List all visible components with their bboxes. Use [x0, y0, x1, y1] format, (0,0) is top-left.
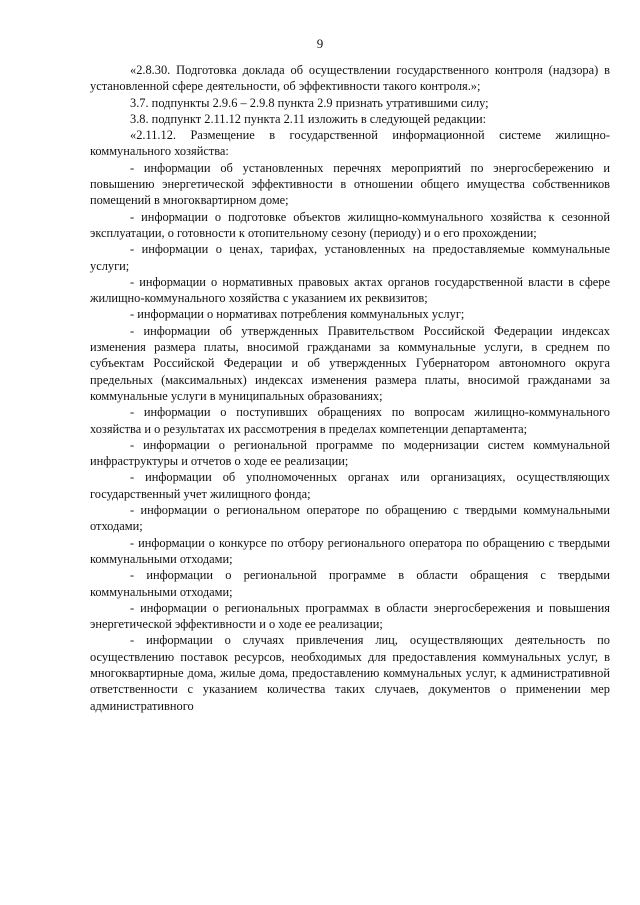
list-item: - информации об уполномоченных органах или организациях, осуществляющих государственный учет жилищного фонда; [90, 470, 610, 501]
list-item: - информации о ценах, тарифах, установленных на предоставляемые коммунальные услуги; [90, 242, 610, 273]
list-item: - информации о случаях привлечения лиц, осуществляющих деятельность по осуществлению поставок ресурсов, необходимых для предоставления коммунальных услуг, в многоквартирные дома, жилые дома, предоставлению коммунальных услуг, к административной ответственности с указанием количества таких случаев, документов о применении мер административного [90, 633, 610, 713]
list-item: - информации о конкурсе по отбору регионального оператора по обращению с твердыми коммунальными отходами; [90, 535, 610, 566]
list-item: - информации о региональной программе по модернизации систем коммунальной инфраструктуры и отчетов о ходе ее реализации; [90, 437, 610, 469]
list-item: - информации о поступивших обращениях по вопросам жилищно-коммунального хозяйства и о результатах их рассмотрения в пределах компетенции департамента; [90, 405, 610, 436]
page-number: 9 [316, 36, 324, 51]
list-item: - информации о региональных программах в области энергосбережения и повышения энергетической эффективности и о ходе ее реализации; [90, 600, 610, 632]
list-item: - информации о нормативах потребления коммунальных услуг; [130, 307, 465, 322]
paragraph-3-7: 3.7. подпункты 2.9.6 – 2.9.8 пункта 2.9 признать утратившими силу; [130, 95, 489, 110]
list-item: - информации о региональной программе в области обращения с твердыми коммунальными отходами; [90, 568, 610, 599]
paragraph-3-8: 3.8. подпункт 2.11.12 пункта 2.11 изложить в следующей редакции: [130, 111, 487, 126]
list-item: - информации о нормативных правовых актах органов государственной власти в сфере жилищно-коммунального хозяйства с указанием их реквизитов; [90, 274, 610, 306]
list-item: - информации об установленных перечнях мероприятий по энергосбережению и повышению энергетической эффективности в отношении общего имущества собственников помещений в многоквартирном доме; [90, 160, 610, 208]
list-item: - информации о региональном операторе по обращению с твердыми коммунальными отходами; [90, 503, 610, 534]
list-item: - информации о подготовке объектов жилищно-коммунального хозяйства к сезонной эксплуатации, о готовности к отопительному сезону (периоду) и о его прохождении; [90, 209, 610, 240]
list-item: - информации об утвержденных Правительством Российской Федерации индексах изменения размера платы, вносимой гражданами за коммунальные услуги, в среднем по субъектам Российской Федерации и об утвержденных Губернатором автономного округа предельных (максимальных) индексах изменения размера платы, вносимой гражданами за коммунальные услуги в муниципальных образованиях; [90, 323, 610, 403]
paragraph-2-8-30: «2.8.30. Подготовка доклада об осуществлении государственного контроля (надзора) в установленной сфере деятельности, об эффективности такого контроля.»; [90, 63, 610, 94]
document-body [90, 62, 610, 714]
paragraph-2-11-12: «2.11.12. Размещение в государственной информационной системе жилищно-коммунального хозяйства: [90, 128, 610, 159]
